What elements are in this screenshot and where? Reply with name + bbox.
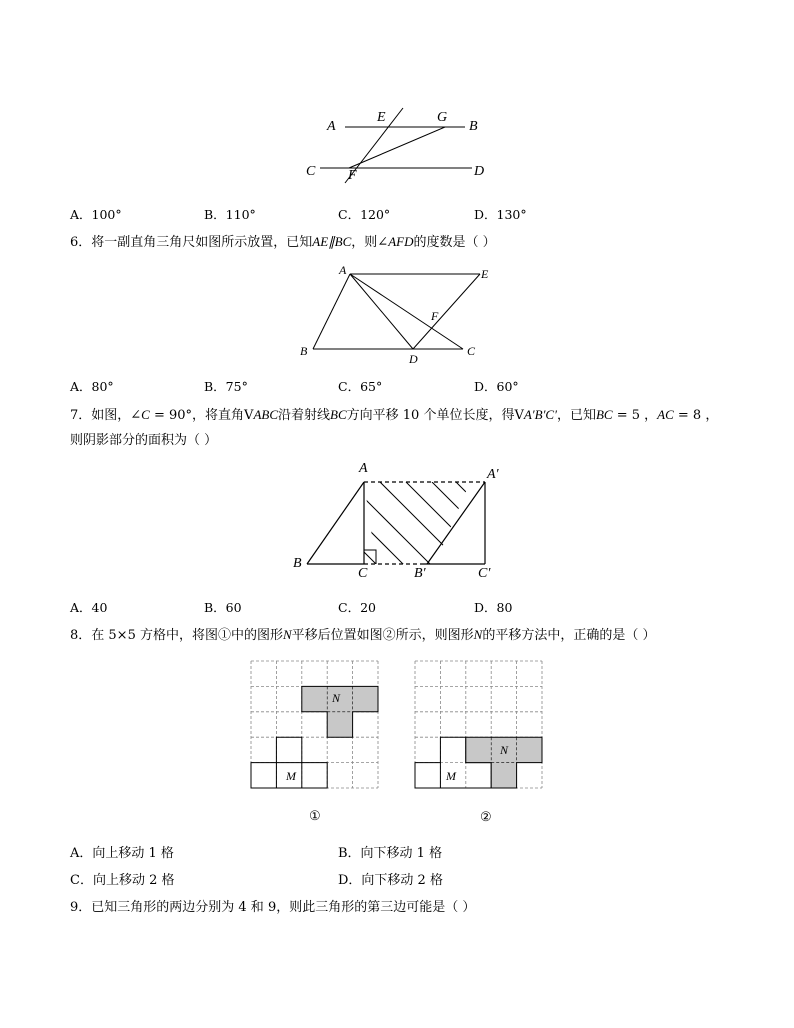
segment-a2b2 [427,482,485,564]
q8-option-b[interactable]: B．向下移动 1 格 [338,846,443,861]
q8-text: 平移后位置如图②所示，则图形 [291,628,474,643]
grid1-caption: ① [309,809,321,824]
label-B: B [469,119,478,134]
q6-option-a[interactable]: A．80° [70,379,114,394]
q8-option-d[interactable]: D．向下移动 2 格 [338,873,443,888]
segment-ab [307,482,364,564]
q5-option-a[interactable]: A．100° [70,207,122,222]
q5-option-d[interactable]: D．130° [474,207,527,222]
q7-text: A′B′C′ [523,407,557,422]
q6-prefix: 6．将一副直角三角尺如图所示放置，已知 [70,235,313,250]
label-F: F [348,168,357,183]
q7-text: ABC [253,407,278,422]
q7-text: 沿着射线 [278,408,331,423]
q7-option-c[interactable]: C．20 [338,600,376,615]
q7-text: ，已知 [556,408,596,423]
grid-figure-1 [250,660,380,790]
label-A: A [359,461,368,476]
q6-option-d[interactable]: D．60° [474,379,519,394]
q7-option-b[interactable]: B．60 [204,600,242,615]
q7-option-d[interactable]: D．80 [474,600,513,615]
q6-option-c[interactable]: C．65° [338,379,383,394]
q8-question [70,627,655,644]
grid1-label-m: M [286,769,296,783]
grid-figure-2 [414,660,544,790]
label-B-prime: B′ [414,566,426,581]
label-C: C [467,344,476,358]
grid1-label-n: N [332,691,341,705]
q6-angle: AFD [388,234,414,249]
q6-mid: ，则∠ [351,235,389,250]
q7-question-line1 [70,407,718,424]
q7-text: 7．如图，∠ [70,408,142,423]
q7-question-line2: 则阴影部分的面积为（ ） [70,433,218,448]
q7-text: = 5 ， [612,408,658,423]
grid2-label-m: M [446,769,456,783]
q8-text: 8．在 5×5 方格中，将图①中的图形 [70,628,283,643]
label-C: C [358,566,368,581]
q6-condition: AE∥BC [312,234,352,249]
q6-question [70,234,496,251]
q5-figure [300,100,500,190]
q8-text: N [473,627,483,642]
label-E: E [481,267,489,281]
q7-option-a[interactable]: A．40 [70,600,108,615]
label-C: C [306,164,316,179]
segment-fg [349,127,445,168]
segment-ab [313,274,350,349]
label-D: D [409,352,418,366]
q7-text: 方向平移 10 个单位长度，得V [346,408,524,423]
q8-text: N [282,627,292,642]
q7-text: BC [330,407,347,422]
q6-option-b[interactable]: B．75° [204,379,248,394]
label-B: B [293,556,302,571]
q7-text: C [141,407,150,422]
label-A: A [339,263,347,277]
label-F: F [431,309,439,323]
q7-text: AC [657,407,674,422]
label-D: D [474,164,485,179]
label-G: G [437,110,448,125]
label-A-prime: A′ [487,467,499,482]
q9-question: 9．已知三角形的两边分别为 4 和 9，则此三角形的第三边可能是（ ） [70,900,476,915]
q7-text: BC [595,407,613,422]
q8-option-a[interactable]: A．向上移动 1 格 [70,846,174,861]
grid2-label-n: N [500,743,509,757]
q5-option-b[interactable]: B．110° [204,207,256,222]
q8-option-c[interactable]: C．向上移动 2 格 [70,873,175,888]
q7-figure [300,470,500,570]
q5-option-c[interactable]: C．120° [338,207,391,222]
q8-text: 的平移方法中，正确的是（ ） [482,628,656,643]
q6-suffix: 的度数是（ ） [413,235,496,250]
segment-ad [350,274,413,349]
q7-text: = 8 ， [673,408,719,423]
grid2-caption: ② [480,810,492,825]
label-C-prime: C′ [478,566,491,581]
label-B: B [300,344,308,358]
label-A: A [327,119,336,134]
q7-text: = 90°，将直角V [149,408,254,423]
label-E: E [377,110,386,125]
